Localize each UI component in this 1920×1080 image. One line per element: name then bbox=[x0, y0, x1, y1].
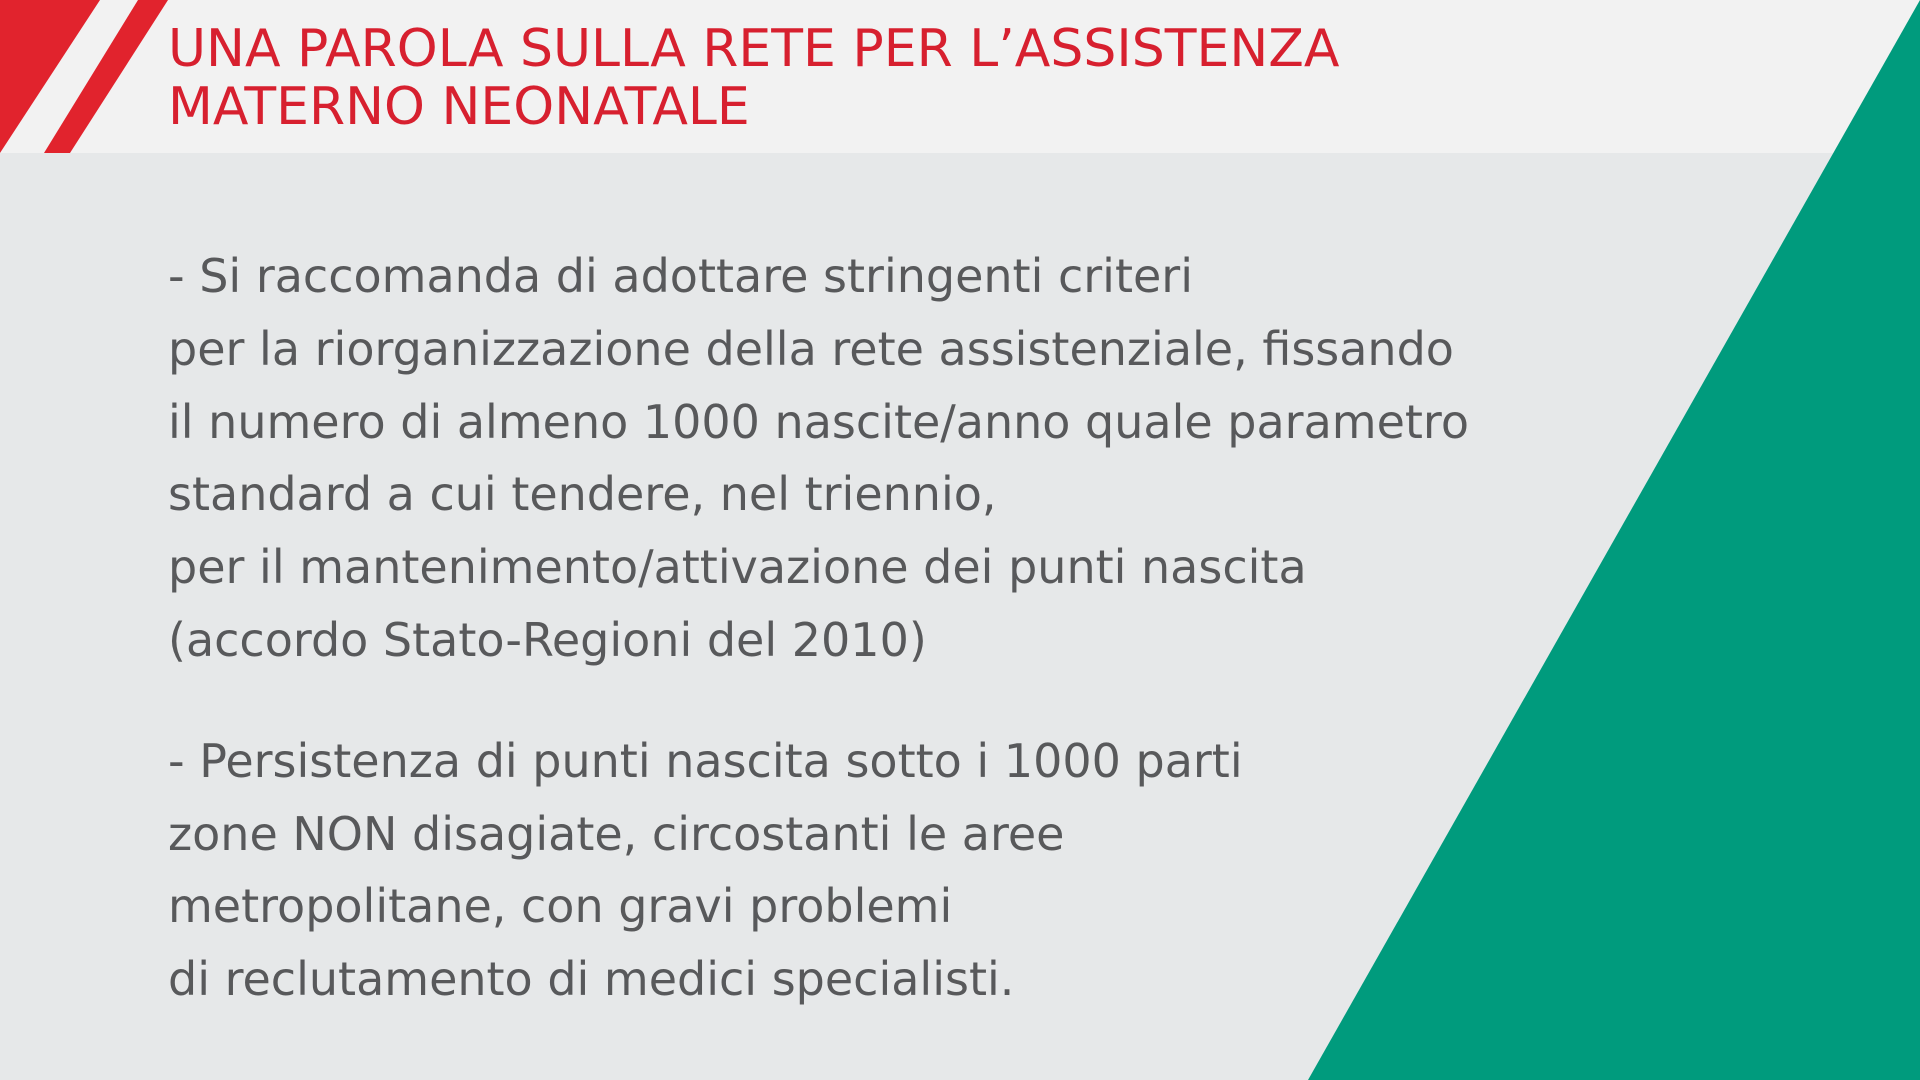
paragraph-persistence bbox=[168, 725, 1588, 1016]
paragraph-line: di reclutamento di medici specialisti. bbox=[168, 952, 1015, 1007]
paragraph-line: (accordo Stato-Regioni del 2010) bbox=[168, 612, 927, 667]
paragraph-line: metropolitane, con gravi problemi bbox=[168, 879, 953, 934]
slide-body bbox=[168, 240, 1588, 1016]
paragraph-line: - Persistenza di punti nascita sotto i 1000 parti bbox=[168, 733, 1243, 788]
title-line-2: MATERNO NEONATALE bbox=[168, 77, 750, 137]
paragraph-line: standard a cui tendere, nel triennio, bbox=[168, 467, 997, 522]
paragraph-line: per il mantenimento/attivazione dei punti nascita bbox=[168, 540, 1307, 595]
paragraph-line: il numero di almeno 1000 nascite/anno quale parametro bbox=[168, 394, 1469, 449]
slide-title bbox=[168, 20, 1339, 136]
paragraph-line: per la riorganizzazione della rete assistenziale, fissando bbox=[168, 321, 1454, 376]
paragraph-recommendation bbox=[168, 240, 1588, 677]
paragraph-line: zone NON disagiate, circostanti le aree bbox=[168, 806, 1065, 861]
paragraph-line: - Si raccomanda di adottare stringenti criteri bbox=[168, 249, 1193, 303]
title-line-1: UNA PAROLA SULLA RETE PER L’ASSISTENZA bbox=[168, 19, 1340, 79]
red-stripe-large bbox=[0, 0, 100, 153]
